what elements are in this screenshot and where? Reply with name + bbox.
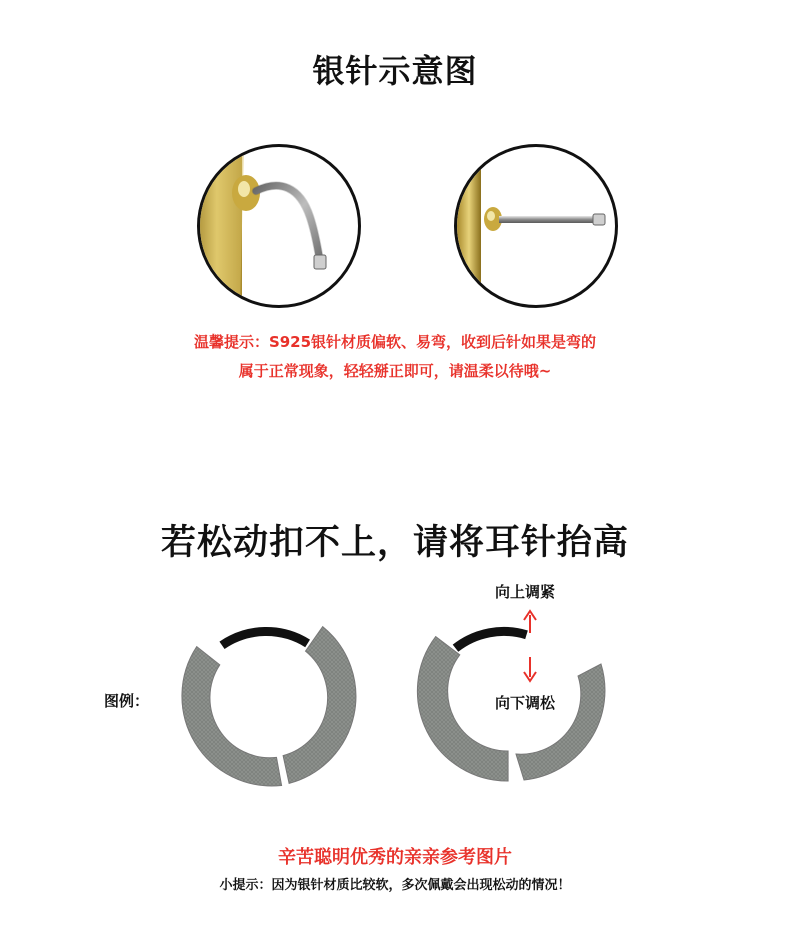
warm-tip-line-1: 温馨提示：S925银针材质偏软、易弯，收到后针如果是弯的 [193, 333, 597, 351]
section-title-silver-needle: 银针示意图 [312, 52, 478, 90]
straight-needle-illustration [454, 144, 618, 308]
closed-ring-illustration [182, 627, 356, 786]
down-loosen-label: 向下调松 [495, 694, 556, 712]
small-tip: 小提示：因为银针材质比较软，多次佩戴会出现松动的情况！ [219, 878, 571, 893]
section-title-adjust: 若松动扣不上，请将耳针抬高 [160, 523, 629, 563]
legend-label: 图例： [104, 692, 150, 710]
warm-tip-line-2: 属于正常现象，轻轻掰正即可，请温柔以待哦~ [238, 362, 552, 380]
bent-needle-illustration [197, 144, 361, 308]
ring-adjust-diagram [0, 570, 790, 800]
up-arrow-icon [524, 611, 536, 633]
up-tighten-label: 向上调紧 [495, 583, 556, 601]
down-arrow-icon [524, 657, 536, 681]
reference-caption: 辛苦聪明优秀的亲亲参考图片 [278, 847, 512, 868]
